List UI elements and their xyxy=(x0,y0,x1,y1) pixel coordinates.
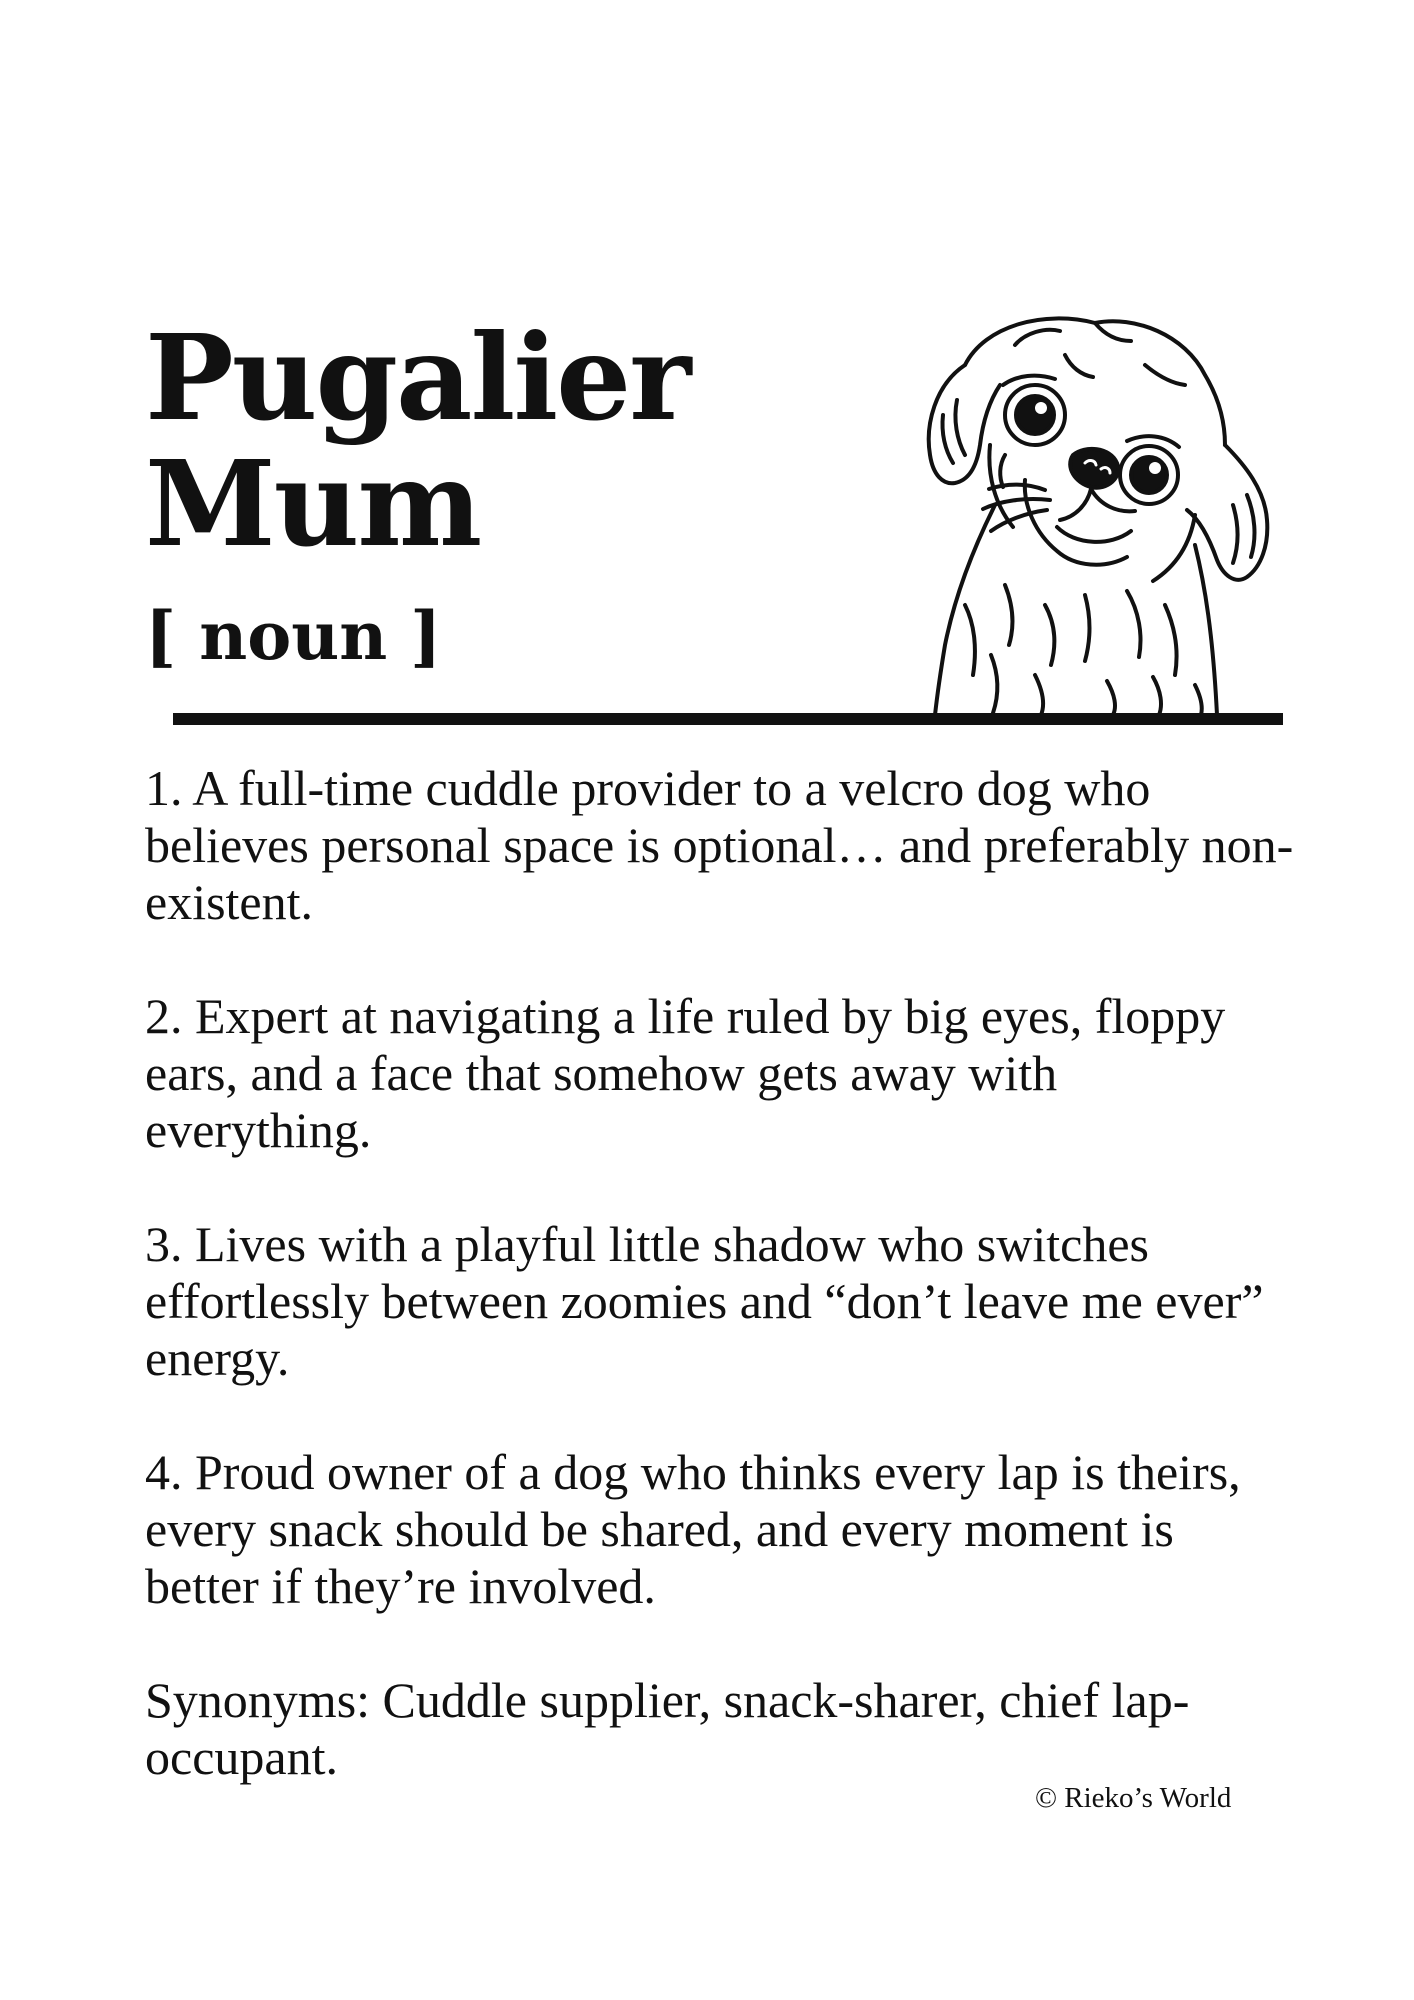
definition-2: 2. Expert at navigating a life ruled by big eyes, floppy ears, and a face that somehow gets away with everything. xyxy=(145,988,1226,1158)
divider-rule xyxy=(173,713,1283,725)
part-of-speech-label: [ noun ] xyxy=(145,597,442,675)
definitions-list xyxy=(145,760,1295,1786)
title-block xyxy=(145,308,865,573)
title-word-pugalier: Pugalier xyxy=(145,308,690,447)
definition-3: 3. Lives with a playful little shadow who switches effortlessly between zoomies and “don’t leave me ever” energy. xyxy=(145,1216,1264,1386)
definition-1: 1. A full-time cuddle provider to a velcro dog who believes personal space is optional… and preferably non-existent. xyxy=(145,760,1294,930)
synonyms-text: Synonyms: Cuddle supplier, snack-sharer, chief lap-occupant. xyxy=(145,1672,1190,1785)
dog-head-line-drawing-icon xyxy=(895,305,1295,717)
definition-4: 4. Proud owner of a dog who thinks every lap is theirs, every snack should be shared, and every moment is better if they’re involved. xyxy=(145,1444,1241,1614)
title-word-mum: Mum xyxy=(145,434,481,573)
copyright-notice: © Rieko’s World xyxy=(1035,1782,1232,1814)
